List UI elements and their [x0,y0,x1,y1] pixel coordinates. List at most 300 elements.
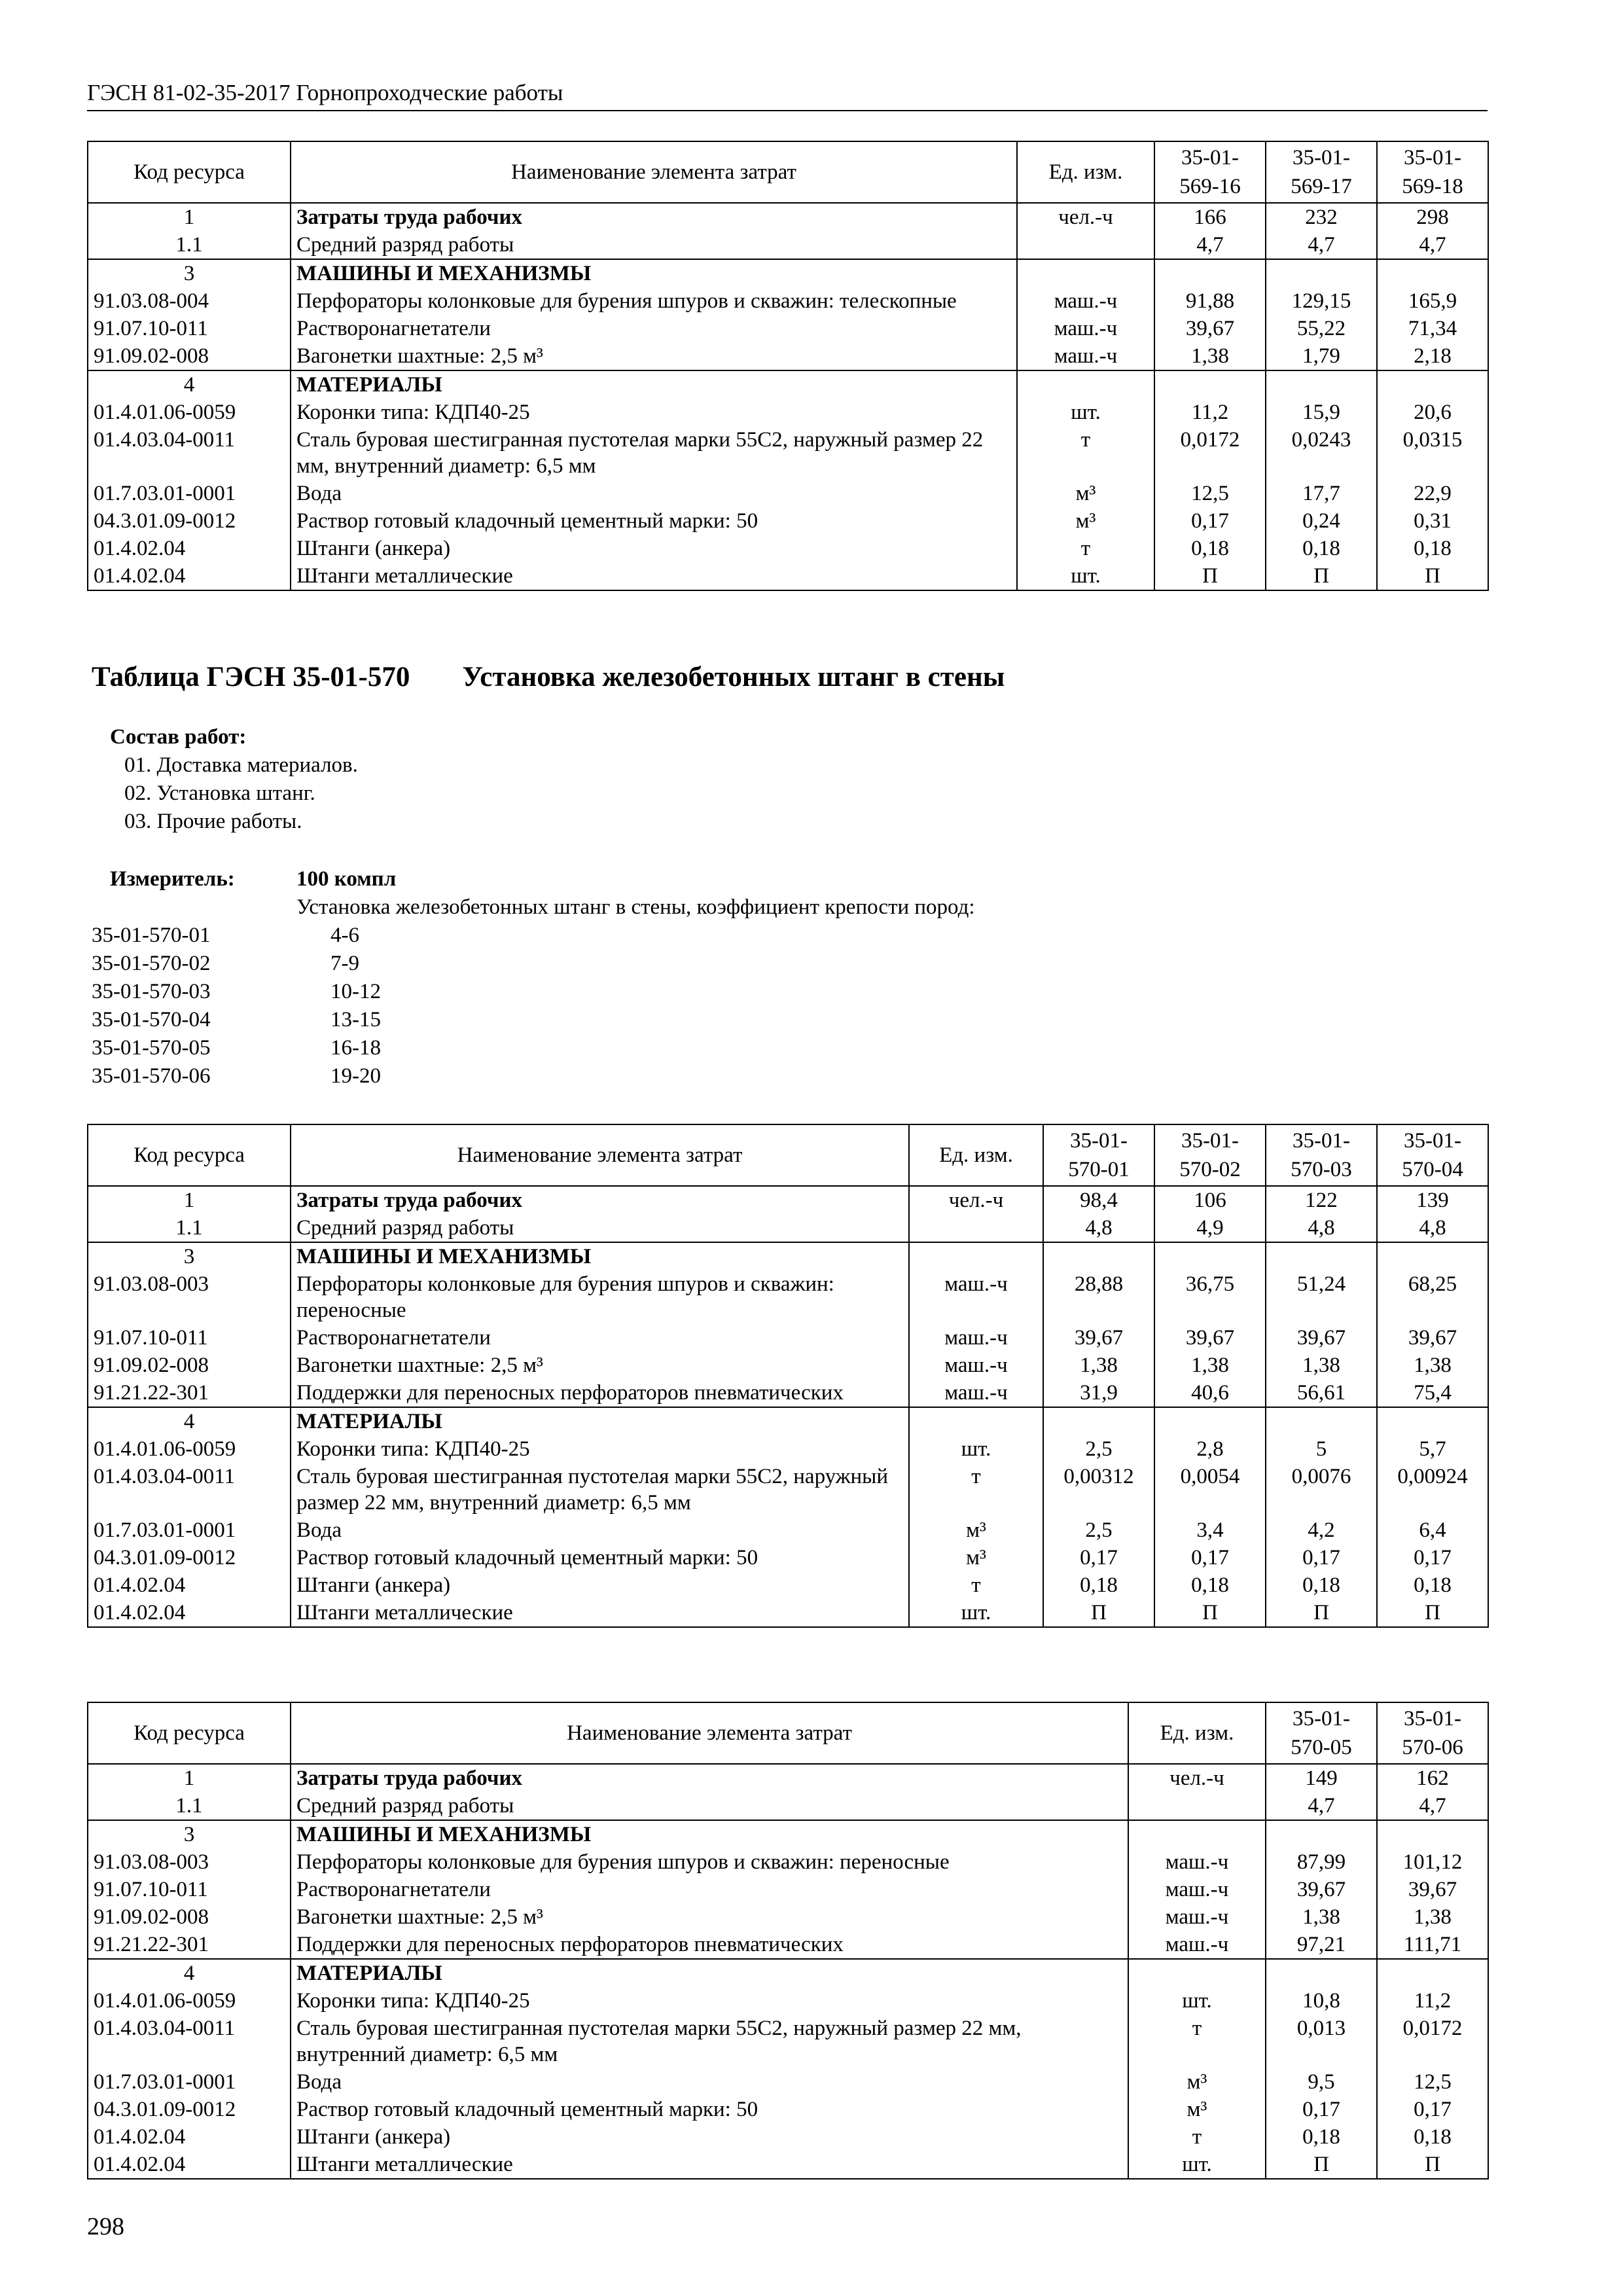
resource-value [1154,259,1266,287]
composition-label: Состав работ: [110,725,247,749]
header-code: Код ресурса [88,1702,291,1764]
table-row [88,1270,1488,1324]
resource-name: Затраты труда рабочих [291,203,1017,231]
resource-value: 129,15 [1266,287,1377,315]
resource-value: 166 [1154,203,1266,231]
norm-code: 35-01-570-04 [92,1008,211,1031]
resource-unit: т [1128,2015,1266,2068]
resource-name: Штанги металлические [291,2151,1128,2179]
header-code: Код ресурса [88,1124,291,1186]
resource-code: 01.4.01.06-0059 [88,1987,291,2015]
resource-value: 15,9 [1266,399,1377,426]
resource-value: 51,24 [1266,1270,1377,1324]
resource-code: 01.4.02.04 [88,1599,291,1627]
resource-name: Поддержки для переносных перфораторов пневматических [291,1379,909,1407]
resource-name: Штанги (анкера) [291,535,1017,562]
resource-value: 11,2 [1154,399,1266,426]
resource-value: 0,18 [1377,535,1488,562]
resource-name: Средний разряд работы [291,1792,1128,1820]
resource-value: 0,17 [1266,2096,1377,2123]
resource-name: Коронки типа: КДП40-25 [291,399,1017,426]
description: Установка железобетонных штанг в стены, коэффициент крепости пород: [296,895,975,919]
table-row [88,1516,1488,1544]
resource-value: 68,25 [1377,1270,1488,1324]
table-row [88,2096,1488,2123]
resource-value: 149 [1266,1764,1377,1792]
resource-value: 4,7 [1154,231,1266,259]
resource-value: 4,8 [1377,1214,1488,1242]
resource-value [1377,1407,1488,1435]
norm-item [92,1006,381,1034]
resource-name: МАТЕРИАЛЫ [291,370,1017,399]
table-row [88,1407,1488,1435]
resource-name: Перфораторы колонковые для бурения шпуров и скважин: переносные [291,1848,1128,1876]
hardness-range: 19-20 [330,1064,381,1088]
resource-unit [1128,1959,1266,1987]
resource-value: 22,9 [1377,480,1488,507]
work-item: 03. Прочие работы. [124,810,302,833]
resource-value: 1,38 [1043,1352,1154,1379]
resource-name: Штанги (анкера) [291,1571,909,1599]
table-row [88,1352,1488,1379]
resource-value [1043,1242,1154,1270]
resource-value [1377,370,1488,399]
resource-value: 39,67 [1154,1324,1266,1352]
resource-unit: шт. [909,1435,1043,1463]
resource-value: П [1154,1599,1266,1627]
resource-unit: м³ [909,1544,1043,1571]
resource-value: 0,0172 [1154,426,1266,480]
norm-code: 35-01-570-01 [92,924,211,947]
resource-code: 01.7.03.01-0001 [88,1516,291,1544]
resource-unit: маш.-ч [1128,1848,1266,1876]
resource-value: 39,67 [1154,315,1266,342]
table-row [88,2068,1488,2096]
table-row [88,1903,1488,1931]
resource-value: 17,7 [1266,480,1377,507]
resource-code: 01.7.03.01-0001 [88,480,291,507]
resource-value: 0,18 [1266,2123,1377,2151]
resource-value: П [1377,1599,1488,1627]
resource-code: 91.09.02-008 [88,1352,291,1379]
table-header-row [88,141,1488,203]
resource-code: 1.1 [88,1214,291,1242]
resource-value [1266,259,1377,287]
resource-unit [1128,1792,1266,1820]
resource-name: Перфораторы колонковые для бурения шпуров и скважин: телескопные [291,287,1017,315]
resource-value: 0,0315 [1377,426,1488,480]
resource-name: Раствор готовый кладочный цементный марки: 50 [291,507,1017,535]
table-row [88,1848,1488,1876]
resource-name: Вагонетки шахтные: 2,5 м³ [291,1903,1128,1931]
resource-value: П [1266,2151,1377,2179]
resource-table-569 [87,141,1489,591]
norm-code: 35-01-570-05 [92,1036,211,1060]
resource-value: 0,17 [1043,1544,1154,1571]
resource-name: МАТЕРИАЛЫ [291,1407,909,1435]
resource-value: 91,88 [1154,287,1266,315]
resource-unit: маш.-ч [909,1324,1043,1352]
resource-code: 91.07.10-011 [88,1324,291,1352]
norm-item [92,922,381,950]
header-norm-code: 35-01- 570-01 [1043,1124,1154,1186]
resource-value: 36,75 [1154,1270,1266,1324]
resource-value [1154,1407,1266,1435]
resource-code: 3 [88,1242,291,1270]
resource-value: 111,71 [1377,1931,1488,1959]
resource-value: 56,61 [1266,1379,1377,1407]
resource-value [1266,370,1377,399]
resource-value: 0,17 [1154,507,1266,535]
table-row [88,1324,1488,1352]
resource-value: 4,9 [1154,1214,1266,1242]
resource-unit: маш.-ч [1128,1931,1266,1959]
resource-value: 298 [1377,203,1488,231]
table-row [88,1876,1488,1903]
resource-unit: чел.-ч [1017,203,1154,231]
resource-unit: т [1017,426,1154,480]
resource-name: Затраты труда рабочих [291,1764,1128,1792]
resource-value: 0,0054 [1154,1463,1266,1516]
resource-code: 91.09.02-008 [88,1903,291,1931]
resource-unit: т [909,1571,1043,1599]
resource-value: 4,7 [1266,1792,1377,1820]
resource-value: 0,17 [1377,1544,1488,1571]
resource-value: 0,00312 [1043,1463,1154,1516]
resource-name: Средний разряд работы [291,231,1017,259]
resource-code: 91.03.08-003 [88,1270,291,1324]
resource-value [1377,1820,1488,1848]
resource-value [1266,1959,1377,1987]
resource-name: Затраты труда рабочих [291,1186,909,1214]
resource-unit: м³ [1128,2068,1266,2096]
resource-code: 91.21.22-301 [88,1931,291,1959]
resource-name: МАТЕРИАЛЫ [291,1959,1128,1987]
resource-value: 0,0172 [1377,2015,1488,2068]
resource-unit [909,1242,1043,1270]
norm-items-list [92,922,381,1090]
resource-name: Растворонагнетатели [291,1876,1128,1903]
resource-name: Коронки типа: КДП40-25 [291,1987,1128,2015]
resource-name: Сталь буровая шестигранная пустотелая марки 55С2, наружный размер 22 мм, внутренний диаметр: 6,5 мм [291,2015,1128,2068]
table-row [88,535,1488,562]
resource-value: 28,88 [1043,1270,1154,1324]
resource-code: 01.4.02.04 [88,562,291,590]
resource-value: 71,34 [1377,315,1488,342]
resource-code: 04.3.01.09-0012 [88,2096,291,2123]
resource-code: 3 [88,1820,291,1848]
resource-value: П [1266,1599,1377,1627]
resource-name: Поддержки для переносных перфораторов пневматических [291,1931,1128,1959]
resource-code: 01.4.01.06-0059 [88,1435,291,1463]
resource-unit: маш.-ч [909,1352,1043,1379]
resource-value: П [1154,562,1266,590]
resource-unit: т [1017,535,1154,562]
table-row [88,1792,1488,1820]
table-row [88,2015,1488,2068]
running-header: ГЭСН 81-02-35-2017 Горнопроходческие работы [87,80,1488,111]
resource-value: 5 [1266,1435,1377,1463]
resource-value: 2,18 [1377,342,1488,370]
resource-table-570-a [87,1124,1489,1628]
resource-code: 4 [88,1959,291,1987]
norm-item [92,978,381,1006]
resource-name: Перфораторы колонковые для бурения шпуров и скважин: переносные [291,1270,909,1324]
table-row [88,203,1488,231]
works-list [124,751,358,836]
resource-value: 55,22 [1266,315,1377,342]
resource-value: 4,7 [1377,231,1488,259]
resource-value: 5,7 [1377,1435,1488,1463]
resource-value: 0,18 [1154,535,1266,562]
resource-unit: м³ [1017,480,1154,507]
resource-value: 97,21 [1266,1931,1377,1959]
resource-code: 1 [88,1186,291,1214]
resource-code: 01.4.02.04 [88,535,291,562]
table-row [88,1987,1488,2015]
resource-value [1043,1407,1154,1435]
norm-item [92,950,381,978]
header-name: Наименование элемента затрат [291,1702,1128,1764]
resource-value: 75,4 [1377,1379,1488,1407]
resource-value: 0,18 [1266,535,1377,562]
table-row [88,480,1488,507]
resource-value: 39,67 [1266,1324,1377,1352]
header-norm-code: 35-01- 570-05 [1266,1702,1377,1764]
resource-code: 1 [88,203,291,231]
table-row [88,315,1488,342]
resource-code: 01.4.02.04 [88,2123,291,2151]
resource-value [1266,1407,1377,1435]
resource-name: Раствор готовый кладочный цементный марки: 50 [291,1544,909,1571]
resource-unit: маш.-ч [1017,342,1154,370]
resource-value: 98,4 [1043,1186,1154,1214]
resource-unit: т [1128,2123,1266,2151]
norm-item [92,1062,381,1090]
resource-unit: маш.-ч [1128,1876,1266,1903]
resource-code: 91.09.02-008 [88,342,291,370]
table-row [88,399,1488,426]
resource-code: 01.4.03.04-0011 [88,1463,291,1516]
resource-value: 39,67 [1266,1876,1377,1903]
resource-value [1377,259,1488,287]
table-row [88,287,1488,315]
resource-value: 139 [1377,1186,1488,1214]
resource-value: 12,5 [1154,480,1266,507]
header-norm-code: 35-01- 570-06 [1377,1702,1488,1764]
resource-value: 39,67 [1043,1324,1154,1352]
header-norm-code: 35-01- 570-03 [1266,1124,1377,1186]
resource-value: 1,38 [1377,1352,1488,1379]
resource-unit [909,1214,1043,1242]
resource-name: Вода [291,1516,909,1544]
table-header-row [88,1702,1488,1764]
resource-value [1266,1820,1377,1848]
resource-value: 10,8 [1266,1987,1377,2015]
resource-unit: шт. [1128,2151,1266,2179]
resource-code: 91.07.10-011 [88,315,291,342]
work-item: 01. Доставка материалов. [124,753,358,777]
header-norm-code: 35-01- 570-04 [1377,1124,1488,1186]
header-code: Код ресурса [88,141,291,203]
table-row [88,231,1488,259]
header-unit: Ед. изм. [1017,141,1154,203]
resource-code: 01.4.02.04 [88,1571,291,1599]
resource-name: МАШИНЫ И МЕХАНИЗМЫ [291,1242,909,1270]
resource-name: Коронки типа: КДП40-25 [291,1435,909,1463]
resource-value: 1,38 [1266,1903,1377,1931]
resource-unit: шт. [909,1599,1043,1627]
table-row [88,259,1488,287]
resource-value: П [1266,562,1377,590]
resource-name: Растворонагнетатели [291,1324,909,1352]
resource-value [1377,1242,1488,1270]
norm-code: 35-01-570-06 [92,1064,211,1088]
resource-value: 4,7 [1377,1792,1488,1820]
resource-value: 4,8 [1043,1214,1154,1242]
page-number: 298 [87,2213,124,2240]
resource-name: МАШИНЫ И МЕХАНИЗМЫ [291,1820,1128,1848]
hardness-range: 10-12 [330,980,381,1003]
resource-code: 4 [88,1407,291,1435]
resource-unit: м³ [909,1516,1043,1544]
resource-name: Сталь буровая шестигранная пустотелая марки 55С2, наружный размер 22 мм, внутренний диаметр: 6,5 мм [291,426,1017,480]
resource-value: 39,67 [1377,1876,1488,1903]
resource-value: 0,00924 [1377,1463,1488,1516]
table-row [88,507,1488,535]
table-row [88,1214,1488,1242]
resource-value: 1,38 [1154,342,1266,370]
table-row [88,370,1488,399]
table-row [88,1599,1488,1627]
resource-value: 0,31 [1377,507,1488,535]
header-name: Наименование элемента затрат [291,1124,909,1186]
table-title [92,661,1005,693]
resource-value: 40,6 [1154,1379,1266,1407]
table-row [88,1820,1488,1848]
resource-unit [1017,370,1154,399]
resource-value: 4,7 [1266,231,1377,259]
resource-value: 87,99 [1266,1848,1377,1876]
resource-value: 0,013 [1266,2015,1377,2068]
resource-code: 01.7.03.01-0001 [88,2068,291,2096]
table-row [88,1435,1488,1463]
resource-name: Вода [291,2068,1128,2096]
resource-value: 0,18 [1043,1571,1154,1599]
hardness-range: 4-6 [330,924,359,947]
resource-code: 91.07.10-011 [88,1876,291,1903]
resource-code: 91.21.22-301 [88,1379,291,1407]
resource-value: 101,12 [1377,1848,1488,1876]
meter-value: 100 компл [296,867,397,891]
resource-name: Штанги металлические [291,1599,909,1627]
resource-value: 39,67 [1377,1324,1488,1352]
resource-value: 20,6 [1377,399,1488,426]
resource-unit: маш.-ч [909,1379,1043,1407]
resource-value [1377,1959,1488,1987]
work-item: 02. Установка штанг. [124,781,315,805]
resource-value: 1,38 [1154,1352,1266,1379]
resource-value: 122 [1266,1186,1377,1214]
resource-unit: маш.-ч [1017,287,1154,315]
table-row [88,1959,1488,1987]
resource-code: 01.4.02.04 [88,2151,291,2179]
resource-value: 232 [1266,203,1377,231]
norm-code: 35-01-570-02 [92,952,211,975]
resource-code: 3 [88,259,291,287]
resource-value [1154,1242,1266,1270]
table-row [88,342,1488,370]
resource-code: 01.4.03.04-0011 [88,2015,291,2068]
resource-value: 0,18 [1266,1571,1377,1599]
resource-value: 0,17 [1154,1544,1266,1571]
resource-unit: маш.-ч [909,1270,1043,1324]
hardness-range: 13-15 [330,1008,381,1031]
resource-value: 0,17 [1377,2096,1488,2123]
resource-value: 0,24 [1266,507,1377,535]
hardness-range: 16-18 [330,1036,381,1060]
resource-name: Сталь буровая шестигранная пустотелая марки 55С2, наружный размер 22 мм, внутренний диаметр: 6,5 мм [291,1463,909,1516]
header-name: Наименование элемента затрат [291,141,1017,203]
resource-value: 165,9 [1377,287,1488,315]
resource-unit [1017,259,1154,287]
resource-value: 0,17 [1266,1544,1377,1571]
resource-code: 04.3.01.09-0012 [88,1544,291,1571]
resource-value: 4,2 [1266,1516,1377,1544]
resource-name: МАШИНЫ И МЕХАНИЗМЫ [291,259,1017,287]
resource-unit: шт. [1017,562,1154,590]
resource-value: 12,5 [1377,2068,1488,2096]
resource-name: Штанги металлические [291,562,1017,590]
resource-value: П [1043,1599,1154,1627]
resource-unit: м³ [1017,507,1154,535]
resource-code: 91.03.08-003 [88,1848,291,1876]
table-row [88,1186,1488,1214]
resource-value: П [1377,2151,1488,2179]
resource-value: 1,38 [1266,1352,1377,1379]
resource-name: Средний разряд работы [291,1214,909,1242]
table-row [88,1931,1488,1959]
resource-value: 3,4 [1154,1516,1266,1544]
resource-value: 2,5 [1043,1516,1154,1544]
resource-value [1266,1242,1377,1270]
resource-code: 1.1 [88,1792,291,1820]
resource-value: 1,79 [1266,342,1377,370]
resource-value: П [1377,562,1488,590]
resource-unit [1128,1820,1266,1848]
resource-unit: т [909,1463,1043,1516]
resource-unit: чел.-ч [1128,1764,1266,1792]
resource-value: 11,2 [1377,1987,1488,2015]
resource-value: 0,0076 [1266,1463,1377,1516]
resource-code: 1.1 [88,231,291,259]
norm-code: 35-01-570-03 [92,980,211,1003]
resource-name: Вода [291,480,1017,507]
resource-value: 106 [1154,1186,1266,1214]
header-norm-code: 35-01- 569-18 [1377,141,1488,203]
table-row [88,2151,1488,2179]
table-header-row [88,1124,1488,1186]
resource-code: 01.4.03.04-0011 [88,426,291,480]
norm-item [92,1034,381,1062]
resource-value: 9,5 [1266,2068,1377,2096]
meter-label: Измеритель: [110,867,235,891]
table-row [88,1463,1488,1516]
resource-value: 0,18 [1377,1571,1488,1599]
table-row [88,1764,1488,1792]
resource-name: Растворонагнетатели [291,315,1017,342]
resource-code: 91.03.08-004 [88,287,291,315]
